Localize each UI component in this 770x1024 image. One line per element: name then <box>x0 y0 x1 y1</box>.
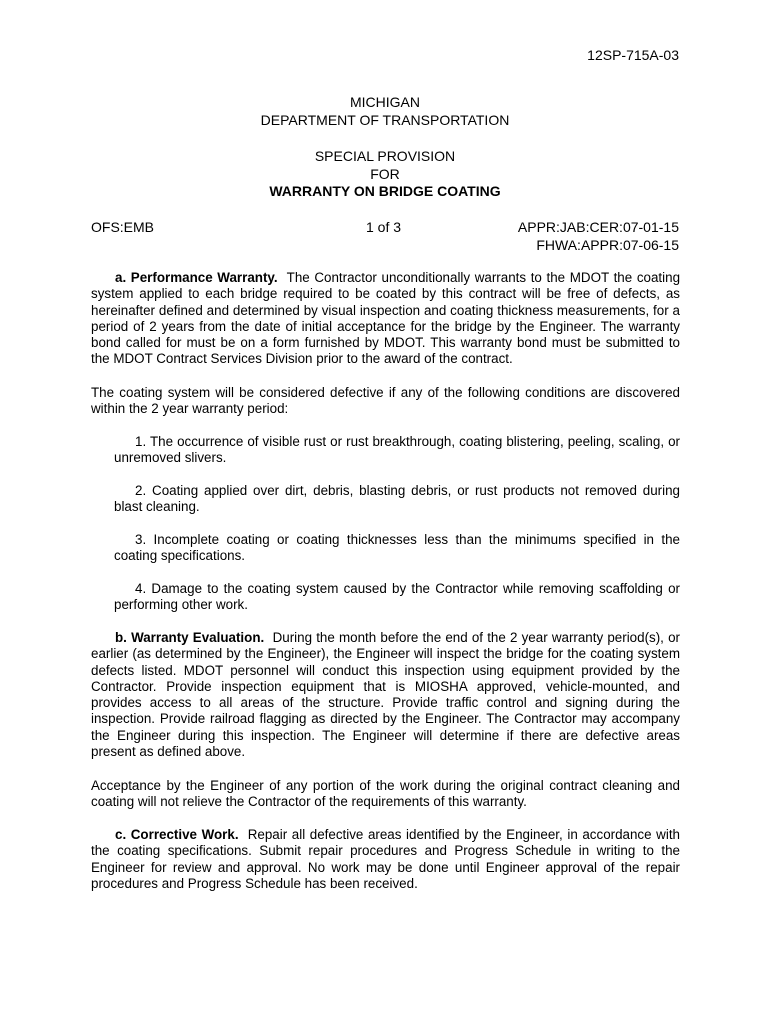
section-c-text: Repair all defective areas identified by the Engineer, in accordance with the coating specifications. Submit repair procedures and Progress Schedule in writing to the Engineer for review and approval. No work may be done until Engineer approval of the repair procedures and Progress Schedule has been received. <box>91 827 680 891</box>
document-title: WARRANTY ON BRIDGE COATING <box>269 183 501 199</box>
section-a-text: The Contractor unconditionally warrants to the MDOT the coating system applied to each bridge required to be coated by this contract will be free of defects, as hereinafter defined and determined by visual inspection and coating thickness measurements, for a period of 2 years from the date of initial acceptance for the bridge by the Engineer. The warranty bond called for must be on a form furnished by MDOT. This warranty bond must be submitted to the MDOT Contract Services Division prior to the award of the contract. <box>91 270 681 367</box>
section-c-heading: c. Corrective Work. <box>115 827 239 842</box>
defect-item-2: 2. Coating applied over dirt, debris, blasting debris, or rust products not removed during blast cleaning. <box>114 483 680 515</box>
section-c-paragraph <box>91 827 680 892</box>
section-a-heading: a. Performance Warranty. <box>115 270 278 285</box>
defect-item-4: 4. Damage to the coating system caused by the Contractor while removing scaffolding or performing other work. <box>114 581 680 613</box>
fhwa-approval-code: FHWA:APPR:07-06-15 <box>536 237 679 253</box>
page-number: 1 of 3 <box>366 219 402 235</box>
section-b-heading: b. Warranty Evaluation. <box>115 630 265 645</box>
acceptance-paragraph: Acceptance by the Engineer of any portion of the work during the original contract cleaning and coating will not relieve the Contractor of the requirements of this warranty. <box>91 778 680 810</box>
section-b-paragraph <box>91 630 680 760</box>
document-code: 12SP-715A-03 <box>587 47 679 63</box>
state-name: MICHIGAN <box>350 94 420 110</box>
defect-item-1: 1. The occurrence of visible rust or rust breakthrough, coating blistering, peeling, scaling, or unremoved slivers. <box>114 434 680 466</box>
section-a-paragraph <box>91 270 680 368</box>
ofs-code: OFS:EMB <box>91 219 155 235</box>
section-b-text: During the month before the end of the 2 year warranty period(s), or earlier (as determined by the Engineer), the Engineer will inspect the bridge for the coating system defects listed. MDOT personnel will conduct this inspection using equipment provided by the Contractor. Provide inspection equipment that is MIOSHA approved, vehicle-mounted, and provides access to all areas of the structure. Provide traffic control and signing during the inspection. Provide railroad flagging as directed by the Engineer. The Contractor may accompany the Engineer during this inspection. The Engineer will determine if there are defective areas present as defined above. <box>91 630 680 760</box>
defect-intro: The coating system will be considered defective if any of the following conditions are discovered within the 2 year warranty period: <box>91 385 680 417</box>
approval-code: APPR:JAB:CER:07-01-15 <box>517 219 679 235</box>
defect-item-3: 3. Incomplete coating or coating thicknesses less than the minimums specified in the coating specifications. <box>114 532 680 564</box>
for-label: FOR <box>370 166 400 182</box>
special-provision-label: SPECIAL PROVISION <box>314 148 456 164</box>
department-name: DEPARTMENT OF TRANSPORTATION <box>260 112 510 128</box>
